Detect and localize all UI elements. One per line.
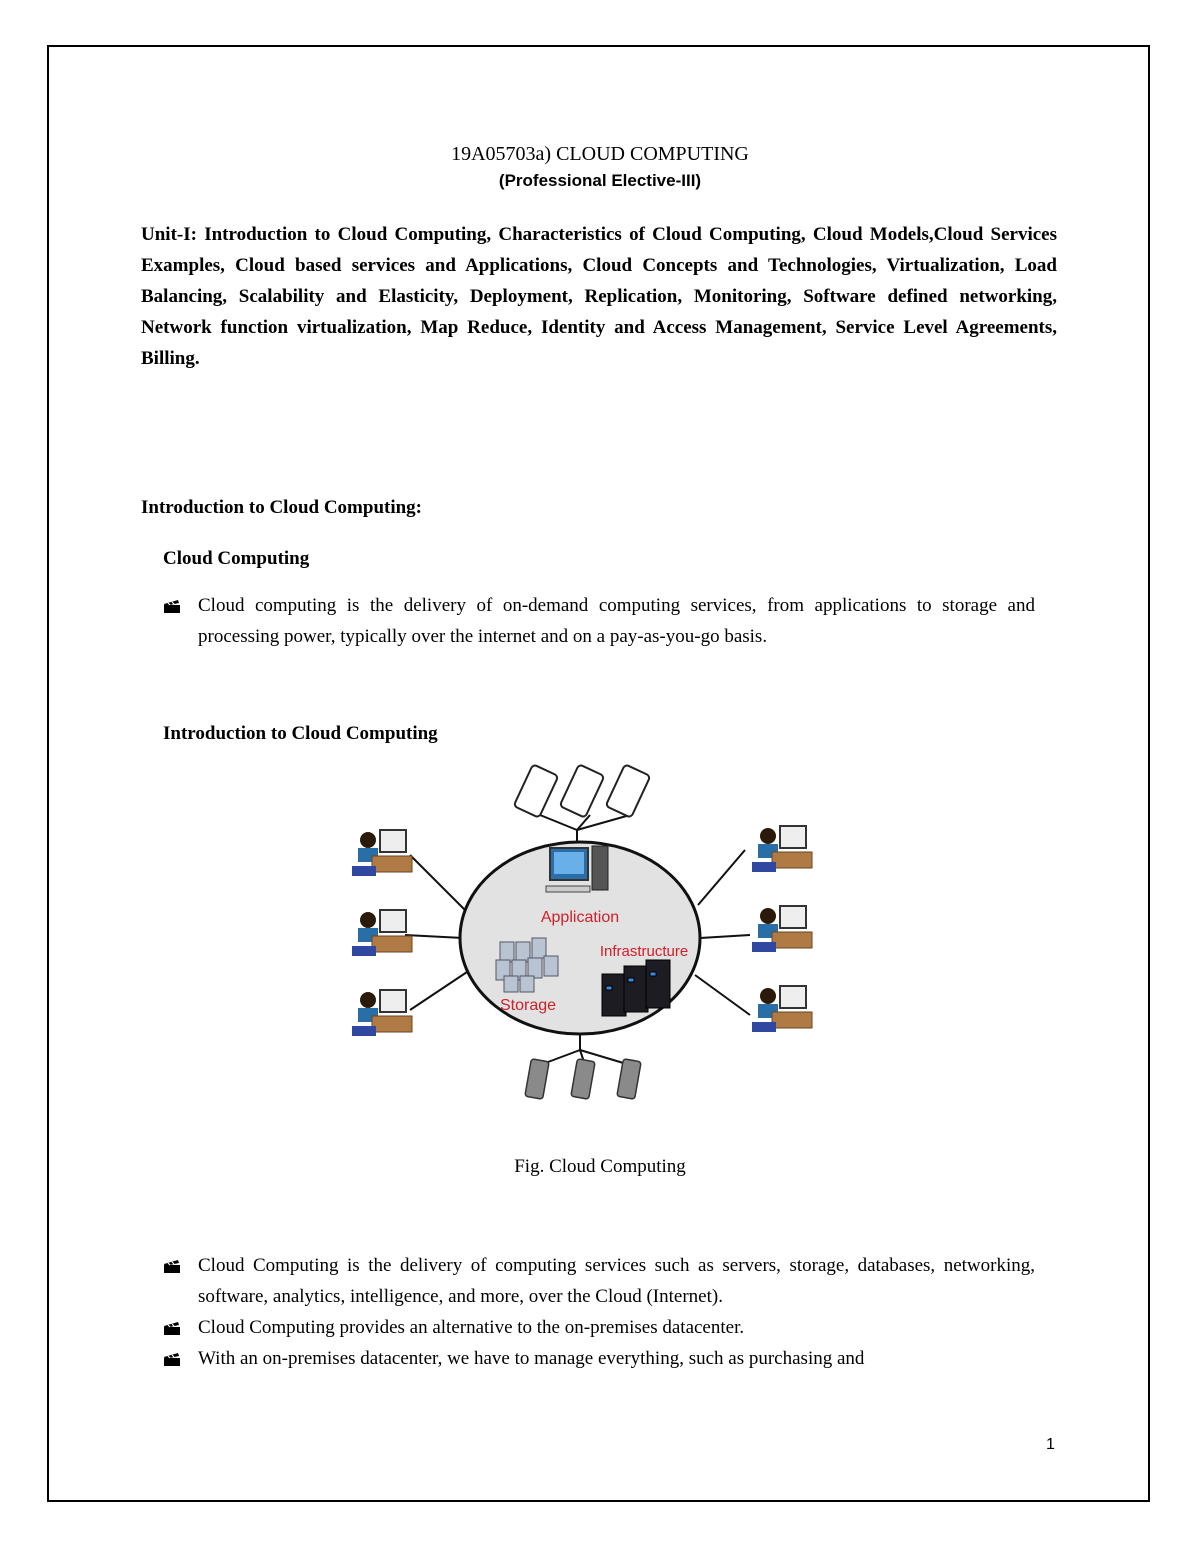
page-number: 1 (1046, 1436, 1055, 1453)
bullet-text: Cloud computing is the delivery of on-demand computing services, from applications to storage and processing power, typically over the internet and on a pay-as-you-go basis. (198, 595, 1035, 647)
infrastructure-label: Infrastructure (599, 943, 689, 960)
application-label: Application (540, 909, 620, 926)
storage-label: Storage (499, 997, 557, 1014)
clapperboard-icon (163, 1321, 181, 1336)
user-workstation-icons-right (752, 826, 812, 1032)
body-bullet-list (163, 1250, 1035, 1374)
list-item (163, 1343, 1035, 1374)
bullet-text: With an on-premises datacenter, we have to manage everything, such as purchasing and (198, 1348, 865, 1369)
clapperboard-icon (163, 1352, 181, 1367)
section-heading: Introduction to Cloud Computing: (141, 497, 423, 518)
user-workstation-icons-left (352, 830, 412, 1036)
mobile-phone-icons (525, 1059, 641, 1100)
subsection-heading-cloud-computing: Cloud Computing (163, 548, 310, 569)
tablet-icons (514, 764, 651, 818)
intro-bullet-list (163, 590, 1035, 652)
syllabus-paragraph: Unit-I: Introduction to Cloud Computing, Characteristics of Cloud Computing, Cloud Models,Cloud Services Examples, Cloud based services and Applications, Cloud Concepts and Technologies, Virtualization, Load Balancing, Scalability and Elasticity, Deployment, Replication, Monitoring, Software defined networking, Network function virtualization, Map Reduce, Identity and Access Management, Service Level Agreements, Billing. (141, 224, 1057, 369)
course-title: 19A05703a) CLOUD COMPUTING (451, 143, 749, 165)
cloud-computing-diagram (340, 760, 840, 1110)
clapperboard-icon (163, 599, 181, 614)
list-item (163, 590, 1035, 652)
clapperboard-icon (163, 1259, 181, 1274)
subsection-heading-intro: Introduction to Cloud Computing (163, 723, 438, 744)
bullet-text: Cloud Computing provides an alternative to the on-premises datacenter. (198, 1317, 745, 1338)
list-item (163, 1250, 1035, 1312)
bullet-text: Cloud Computing is the delivery of computing services such as servers, storage, databases, networking, software, analytics, intelligence, and more, over the Cloud (Internet). (198, 1255, 1035, 1307)
list-item (163, 1312, 1035, 1343)
figure-caption: Fig. Cloud Computing (514, 1156, 686, 1177)
course-subtitle: (Professional Elective-III) (498, 171, 702, 190)
